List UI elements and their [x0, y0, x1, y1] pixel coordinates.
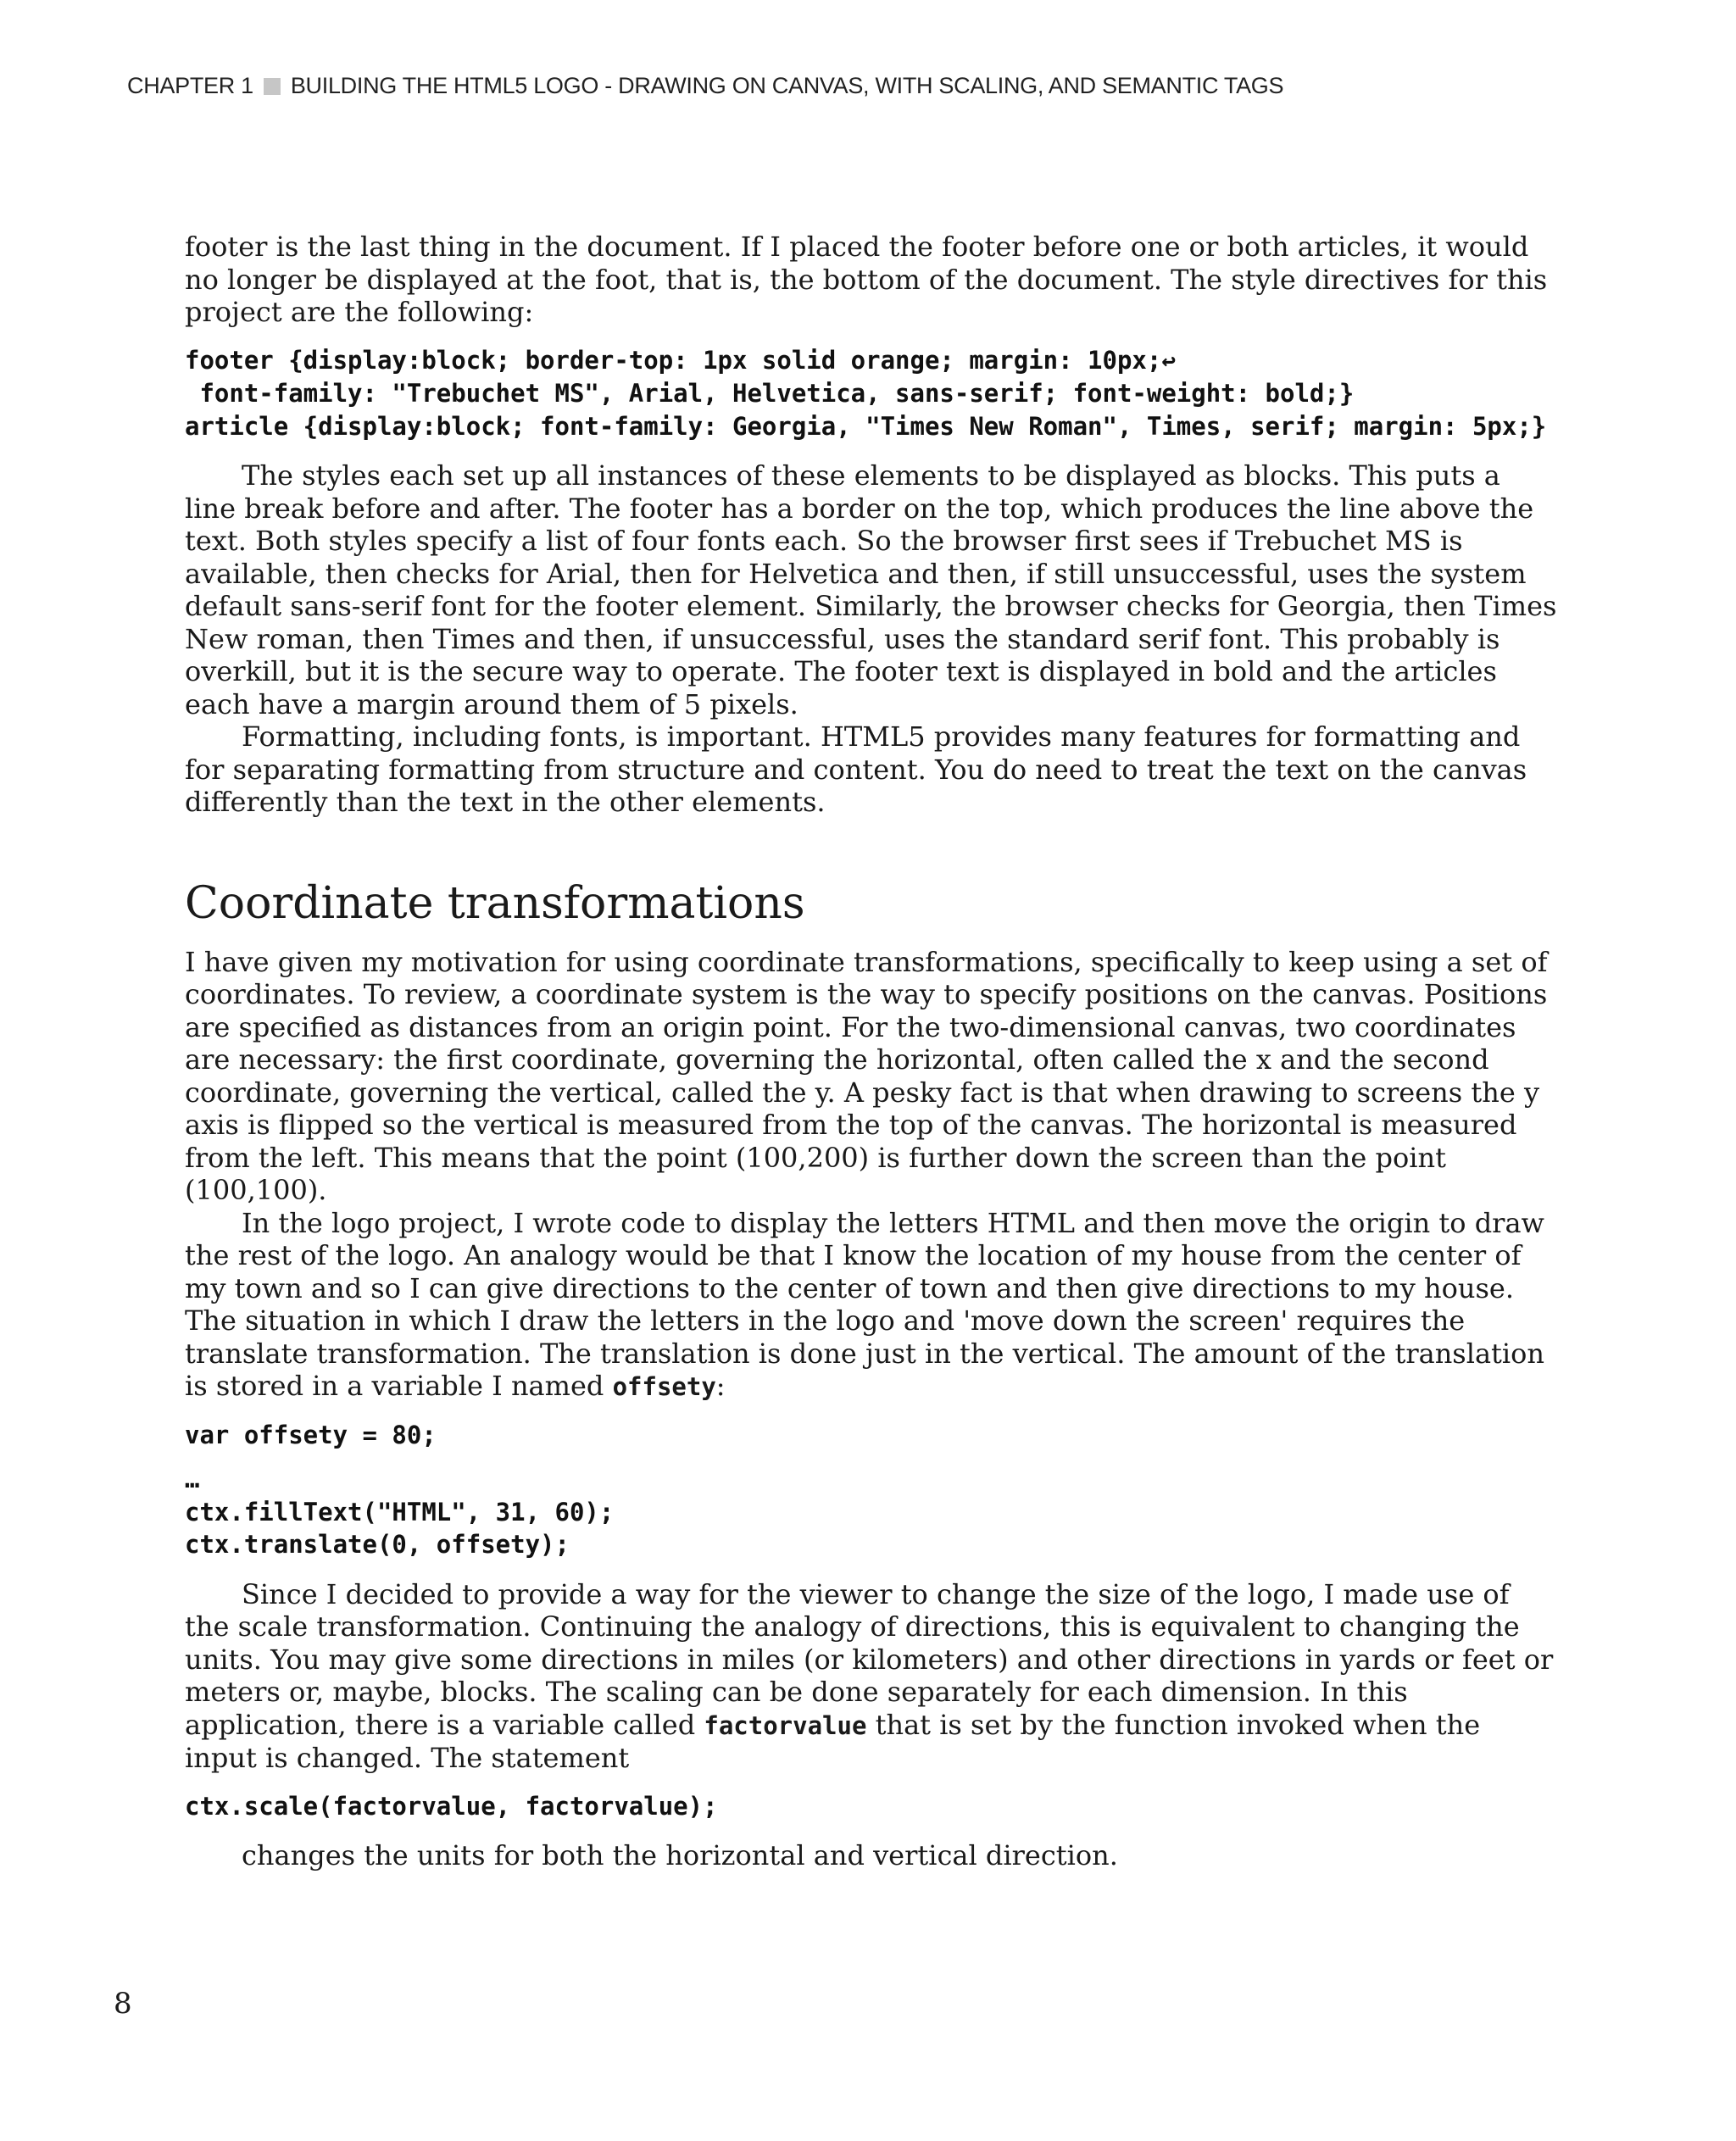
chapter-label: CHAPTER 1	[127, 73, 253, 98]
code-line: article {display:block; font-family: Georgia, "Times New Roman", Times, serif; margin: 5px;}	[185, 411, 1547, 441]
paragraph-text: :	[715, 1370, 726, 1402]
code-line	[185, 344, 1558, 378]
code-block-translate	[185, 1419, 1558, 1561]
paragraph-text: that is set by the function invoked when the input is changed. The statement	[185, 1708, 1481, 1774]
code-line: var offsety = 80;	[185, 1420, 437, 1449]
code-line: font-family: "Trebuchet MS", Arial, Helvetica, sans-serif; font-weight: bold;}	[185, 379, 1355, 408]
paragraph-text: Since I decided to provide a way for the viewer to change the size of the logo, I made use of the scale transformation. Continuing the analogy of directions, this is equivalent to changing the units. You may give some directions in miles (or kilometers) and other directions in yards or feet or meters or, maybe, blocks. The scaling can be done separately for each dimension. In this application, there is a variable called	[185, 1577, 1554, 1741]
paragraph-units: changes the units for both the horizontal and vertical direction.	[242, 1839, 1118, 1871]
inline-code-offsety: offsety	[612, 1372, 716, 1401]
code-line: ctx.scale(factorvalue, factorvalue);	[185, 1791, 718, 1821]
paragraph-coordinate-systems: I have given my motivation for using coordinate transformations, specifically to keep using a set of coordinates. To review, a coordinate system is the way to specify positions on the canvas. Positions are specified as distances from an origin point. For the two-dimensional canvas, two coordinates are necessary: the first coordinate, governing the horizontal, often called the x and the second coordinate, governing the vertical, called the y. A pesky fact is that when drawing to screens the y axis is flipped so the vertical is measured from the top of the canvas. The horizontal is measured from the left. This means that the point (100,200) is further down the screen than the point (100,100).	[185, 945, 1548, 1206]
paragraph-translate	[185, 1207, 1558, 1404]
code-block-scale	[185, 1790, 1558, 1823]
paragraph-footer-intro: footer is the last thing in the document. If I placed the footer before one or both articles, it would no longer be displayed at the foot, that is, the bottom of the document. The style directives for this project are the following:	[185, 231, 1548, 328]
paragraph-styles-explanation: The styles each set up all instances of these elements to be displayed as blocks. This puts a line break before and after. The footer has a border on the top, which produces the line above the text. Both styles specify a list of four fonts each. So the browser first sees if Trebuchet MS is available, then checks for Arial, then for Helvetica and then, if still unsuccessful, uses the system default sans-serif font for the footer element. Similarly, the browser checks for Georgia, then Times New roman, then Times and then, if unsuccessful, uses the standard serif font. This probably is overkill, but it is the secure way to operate. The footer text is displayed in bold and the articles each have a margin around them of 5 pixels.	[185, 459, 1557, 720]
paragraph-formatting: Formatting, including fonts, is important. HTML5 provides many features for formatting and for separating formatting from structure and content. You do need to treat the text on the canvas differently than the text in the other elements.	[185, 720, 1527, 818]
inline-code-factorvalue: factorvalue	[704, 1710, 867, 1740]
paragraph-text: In the logo project, I wrote code to display the letters HTML and then move the origin to draw the rest of the logo. An analogy would be that I know the location of my house from the center of my town and so I can give directions to the center of town and then give directions to my house. The situation in which I draw the letters in the logo and 'move down the screen' requires the translate transformation. The translation is done just in the vertical. The amount of the translation is stored in a variable I named	[185, 1206, 1544, 1402]
running-header	[127, 73, 1283, 99]
code-line: …	[185, 1465, 200, 1493]
chapter-title: BUILDING THE HTML5 LOGO - DRAWING ON CANVAS, WITH SCALING, AND SEMANTIC TAGS	[290, 73, 1284, 98]
line-wrap-icon: ↩	[1161, 346, 1177, 375]
page-body	[185, 231, 1558, 1872]
header-separator-square-icon	[264, 78, 281, 95]
code-block-css	[185, 344, 1558, 443]
code-line: ctx.translate(0, offsety);	[185, 1530, 570, 1559]
paragraph-scale	[185, 1578, 1558, 1775]
code-line: ctx.fillText("HTML", 31, 60);	[185, 1497, 615, 1527]
code-text: footer {display:block; border-top: 1px solid orange; margin: 10px;	[185, 345, 1162, 375]
section-heading: Coordinate transformations	[185, 877, 805, 929]
page-number: 8	[114, 1987, 132, 2021]
